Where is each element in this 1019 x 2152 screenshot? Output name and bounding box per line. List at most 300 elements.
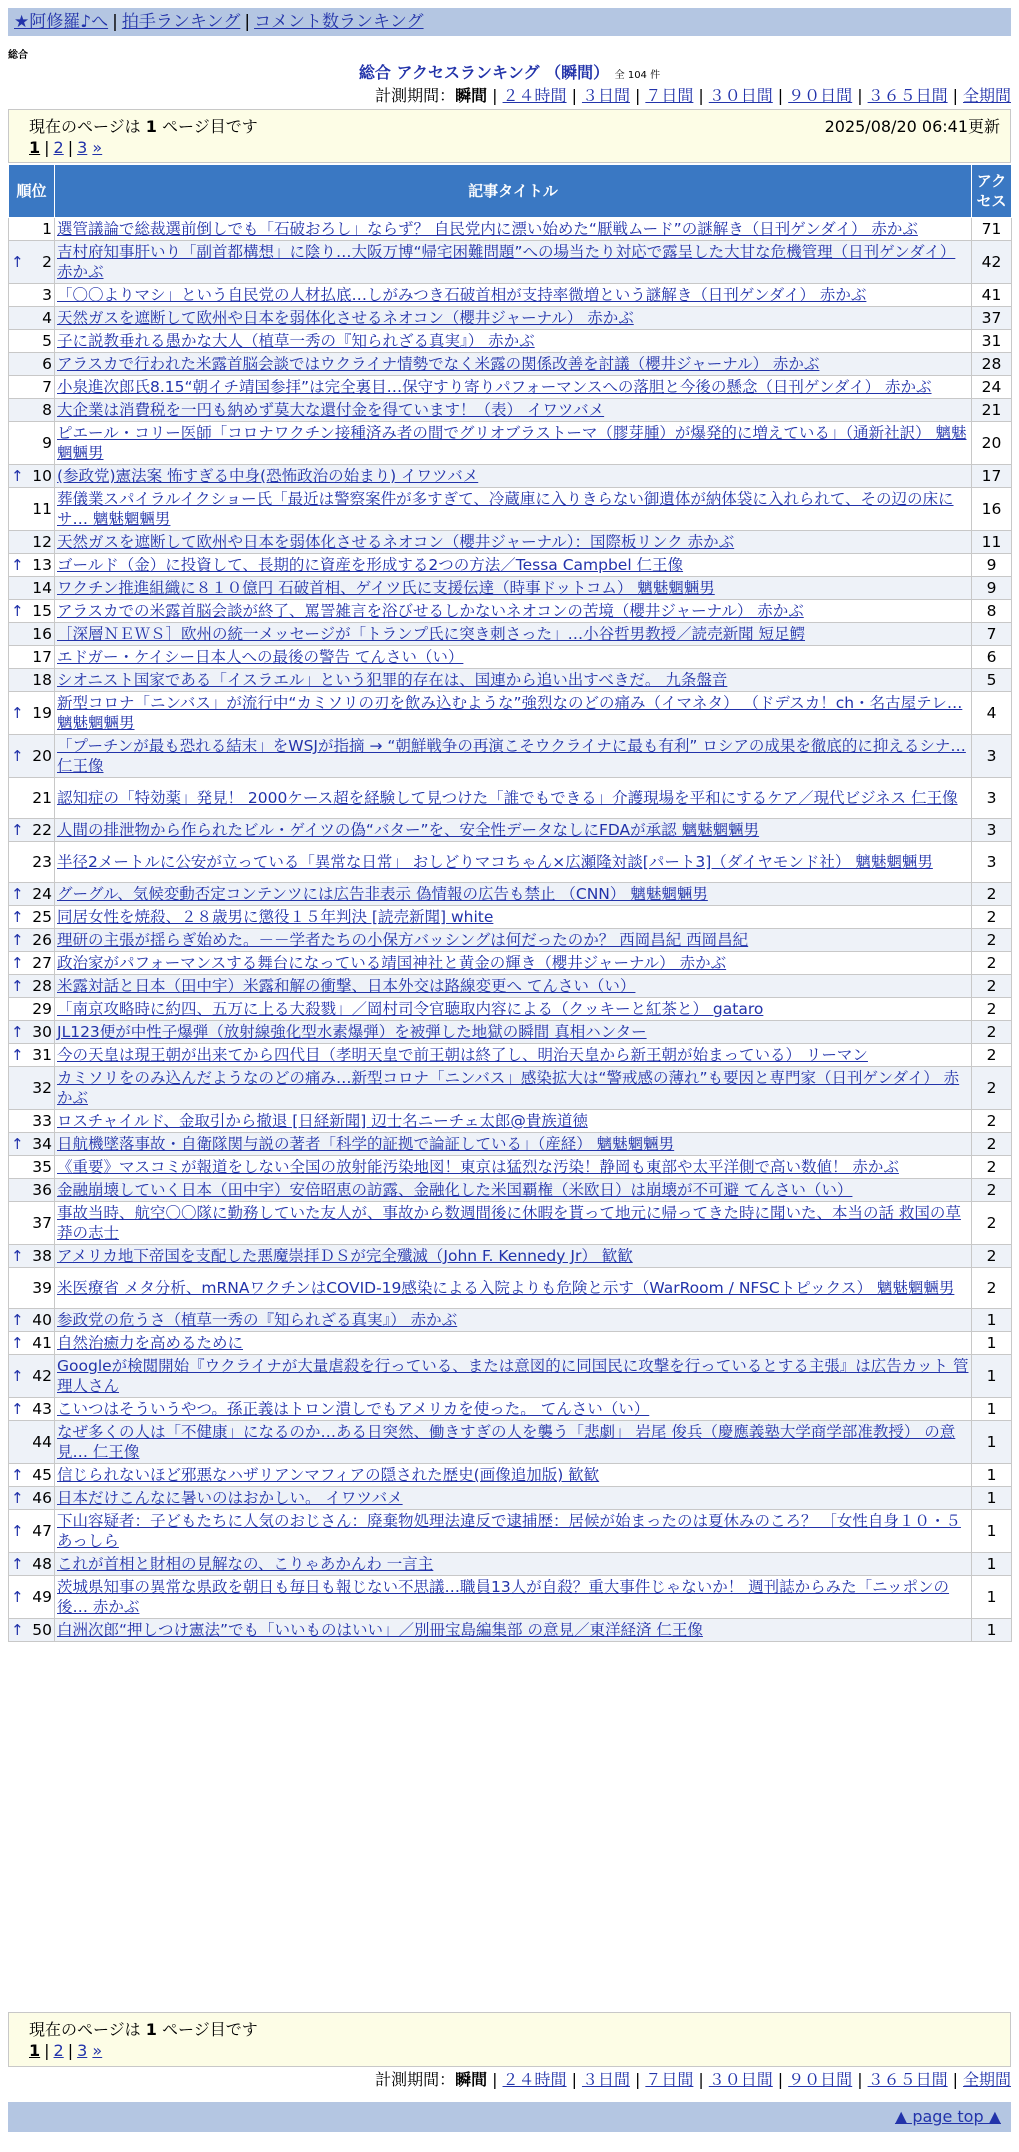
article-link[interactable]: ［深層ＮＥＷＳ］欧州の統一メッセージが「トランプ氏に突き刺さった」…小谷哲男教授／読売新聞 短足鰐 [57,625,806,643]
article-link[interactable]: 日航機墜落事故・自衛隊関与説の著者「科学的証拠で論証している」（産経） 魑魅魍魎男 [57,1135,675,1153]
rank-number: 17 [32,648,52,666]
access-count: 42 [972,241,1012,284]
title-cell [55,330,972,353]
period-current: 瞬間 [455,2070,488,2089]
article-link[interactable]: 日本だけこんなに暑いのはおかしい。 イワツバメ [57,1489,403,1507]
article-link[interactable]: 茨城県知事の異常な県政を朝日も毎日も報じない不思議…職員13人が自殺？重大事件じゃないか！ 週刊誌からみた「ニッポンの後… 赤かぶ [57,1578,950,1616]
table-row [9,600,1012,623]
separator: | [698,2070,704,2089]
up-arrow-icon: ↑ [11,1135,24,1153]
rank-cell [9,1355,55,1398]
table-row [9,819,1012,842]
rank-cell [9,284,55,307]
access-count: 2 [972,975,1012,998]
table-row [9,241,1012,284]
page-link[interactable]: 3 [77,138,88,157]
title-cell [55,952,972,975]
separator: | [44,2041,50,2060]
table-row [9,1576,1012,1619]
title-cell [55,1309,972,1332]
rank-number: 36 [32,1181,52,1199]
title-cell [55,1021,972,1044]
rank-cell [9,1044,55,1067]
article-link[interactable]: 「南京攻略時に約四、五万に上る大殺戮」／岡村司令官聴取内容による（クッキーと紅茶と） gataro [57,1000,764,1018]
access-count: 7 [972,623,1012,646]
title-cell [55,284,972,307]
period-option-link[interactable]: ３６５日間 [867,2070,948,2089]
rank-cell [9,1421,55,1464]
article-link[interactable]: ロスチャイルド、金取引から撤退 [日経新聞] 辺士名ニーチェ太郎@貴族道徳 [57,1112,588,1130]
title-cell [55,1332,972,1355]
article-link[interactable]: ゴールド（金）に投資して、長期的に資産を形成する2つの方法／Tessa Campbel 仁王像 [57,556,684,574]
title-cell [55,1355,972,1398]
title-cell [55,531,972,554]
rank-number: 45 [32,1466,52,1484]
access-count: 24 [972,376,1012,399]
title-cell [55,307,972,330]
rank-cell [9,1309,55,1332]
title-cell [55,554,972,577]
rank-cell [9,1156,55,1179]
rank-cell [9,929,55,952]
title-cell [55,1510,972,1553]
access-count: 2 [972,1110,1012,1133]
article-link[interactable]: 天然ガスを遮断して欧州や日本を弱体化させるネオコン（櫻井ジャーナル） 赤かぶ [57,309,634,327]
access-count: 17 [972,465,1012,488]
title-cell [55,1067,972,1110]
separator: | [492,2070,498,2089]
article-link[interactable]: 信じられないほど邪悪なハザリアンマフィアの隠された歴史(画像追加版) 歓歓 [57,1466,600,1484]
current-page-text: 現在のページは 1 ページ目です [29,117,258,136]
rank-number: 3 [42,286,52,304]
up-arrow-icon: ↑ [11,556,24,574]
rank-number: 20 [32,747,52,765]
up-arrow-icon: ↑ [11,602,24,620]
rank-number: 1 [42,220,52,238]
article-link[interactable]: 下山容疑者：子どもたちに人気のおじさん：廃棄物処理法違反で逮捕歴：居候が始まったのは夏休みのころ？ ［女性自身１０・５ あっしら [57,1512,961,1550]
period-current: 瞬間 [455,86,488,105]
rank-cell [9,842,55,883]
page-title: 総合 アクセスランキング （瞬間） [358,63,610,82]
title-cell [55,1044,972,1067]
page-current: 1 [29,138,41,157]
period-option-link[interactable]: 全期間 [962,2070,1011,2089]
table-row [9,975,1012,998]
title-cell [55,735,972,778]
rank-cell [9,422,55,465]
title-cell [55,1421,972,1464]
rank-cell [9,778,55,819]
article-link[interactable]: 同居女性を焼殺、２８歳男に懲役１５年判決 [読売新聞] white [57,908,494,926]
table-row [9,1619,1012,1642]
rank-number: 16 [32,625,52,643]
rank-number: 34 [32,1135,52,1153]
article-link[interactable]: 政治家がパフォーマンスする舞台になっている靖国神社と黄金の輝き（櫻井ジャーナル） 赤かぶ [57,954,727,972]
title-cell [55,465,972,488]
rank-number: 30 [32,1023,52,1041]
separator: | [698,86,704,105]
table-row [9,1021,1012,1044]
next-page-link[interactable]: » [92,138,103,157]
rank-cell [9,1133,55,1156]
period-label: 計測期間： [375,86,456,105]
access-count: 2 [972,1133,1012,1156]
rank-cell [9,1268,55,1309]
table-row [9,883,1012,906]
title-cell [55,1553,972,1576]
access-count: 71 [972,218,1012,241]
rank-number: 2 [42,253,52,271]
up-arrow-icon: ↑ [11,747,24,765]
title-cell [55,1398,972,1421]
article-link[interactable]: 「プーチンが最も恐れる結末」をWSJが指摘 → “朝鮮戦争の再演こそウクライナに最も有利” ロシアの成果を徹底的に抑えるシナ… 仁王像 [57,737,966,775]
table-row [9,998,1012,1021]
access-count: 28 [972,353,1012,376]
up-arrow-icon: ↑ [11,908,24,926]
rank-number: 24 [32,885,52,903]
title-cell [55,488,972,531]
separator: | [112,12,118,32]
rank-number: 35 [32,1158,52,1176]
title-cell [55,1156,972,1179]
page-current: 1 [29,2041,41,2060]
table-row [9,353,1012,376]
separator: | [67,2041,74,2060]
rank-cell [9,554,55,577]
table-row [9,1044,1012,1067]
article-link[interactable]: 今の天皇は現王朝が出来てから四代目（孝明天皇で前王朝は終了し、明治天皇から新王朝が始まっている） リーマン [57,1046,868,1064]
access-count: 4 [972,692,1012,735]
article-link[interactable]: 大企業は消費税を一円も納めず莫大な還付金を得ています！（表） イワツバメ [57,401,605,419]
access-count: 3 [972,842,1012,883]
page-link[interactable]: 2 [53,138,64,157]
rank-number: 38 [32,1247,52,1265]
up-arrow-icon: ↑ [11,1621,24,1639]
table-row [9,1268,1012,1309]
table-row [9,284,1012,307]
period-label: 計測期間： [375,2070,456,2089]
article-link[interactable]: 天然ガスを遮断して欧州や日本を弱体化させるネオコン（櫻井ジャーナル）：国際板リンク 赤かぶ [57,533,735,551]
rank-cell [9,906,55,929]
access-count: 2 [972,906,1012,929]
title-cell [55,353,972,376]
rank-number: 47 [32,1522,52,1540]
rank-cell [9,1179,55,1202]
rank-cell [9,330,55,353]
rank-cell [9,531,55,554]
article-link[interactable]: アメリカ地下帝国を支配した悪魔崇拝ＤＳが完全殲滅（John F. Kennedy Jr） 歓歓 [57,1247,633,1265]
access-count: 6 [972,646,1012,669]
table-row [9,1202,1012,1245]
rank-cell [9,1576,55,1619]
rank-number: 12 [32,533,52,551]
separator: | [857,2070,863,2089]
period-option-link[interactable]: 全期間 [962,86,1011,105]
title-cell [55,218,972,241]
title-cell [55,1619,972,1642]
up-arrow-icon: ↑ [11,1489,24,1507]
access-count: 2 [972,1202,1012,1245]
article-link[interactable]: 選管議論で総裁選前倒しでも「石破おろし」ならず？ 自民党内に漂い始めた“厭戦ムード”の謎解き（日刊ゲンダイ） 赤かぶ [57,220,918,238]
separator: | [777,2070,784,2089]
article-link[interactable]: アラスカでの米露首脳会談が終了、罵詈雑言を浴びせるしかないネオコンの苦境（櫻井ジャーナル） 赤かぶ [57,602,804,620]
rank-cell [9,241,55,284]
article-link[interactable]: なぜ多くの人は「不健康」になるのか…ある日突然、働きすぎの人を襲う「悲劇」 岩尾 俊兵（慶應義塾大学商学部准教授） の意見… 仁王像 [57,1423,956,1461]
article-link[interactable]: エドガー・ケイシー日本人への最後の警告 てんさい（い） [57,648,464,666]
period-option-link[interactable]: ３０日間 [708,86,773,105]
title-cell [55,692,972,735]
table-row [9,1133,1012,1156]
table-row [9,1156,1012,1179]
table-row [9,1355,1012,1398]
home-link[interactable]: ★阿修羅♪へ [14,12,109,32]
article-link[interactable]: カミソリをのみ込んだようなのどの痛み…新型コロナ「ニンバス」感染拡大は“警戒感の薄れ”も要因と専門家（日刊ゲンダイ） 赤かぶ [57,1069,960,1107]
access-count: 2 [972,1044,1012,1067]
article-link[interactable]: JL123便が中性子爆弾（放射線強化型水素爆弾）を被弾した地獄の瞬間 真相ハンター [57,1023,647,1041]
rank-cell [9,692,55,735]
title-cell [55,376,972,399]
up-arrow-icon: ↑ [11,467,24,485]
period-option-link[interactable]: ３０日間 [708,2070,773,2089]
article-link[interactable]: 白洲次郎“押しつけ憲法”でも「いいものはいい」／別冊宝島編集部 の意見／東洋経済 仁王像 [57,1621,703,1639]
table-row [9,307,1012,330]
rank-cell [9,600,55,623]
separator: | [952,2070,958,2089]
article-link[interactable]: Googleが検閲開始『ウクライナが大量虐殺を行っている、または意図的に同国民に攻撃を行っているとする主張』は広告カット 管理人さん [57,1357,969,1395]
rank-cell [9,952,55,975]
article-link[interactable]: グーグル、気候変動否定コンテンツには広告非表示 偽情報の広告も禁止 （CNN） 魑魅魍魎男 [57,885,708,903]
access-count: 1 [972,1309,1012,1332]
rank-number: 48 [32,1555,52,1573]
title-cell [55,1576,972,1619]
title-cell [55,842,972,883]
access-count: 9 [972,577,1012,600]
title-cell [55,1245,972,1268]
access-count: 1 [972,1510,1012,1553]
title-cell [55,241,972,284]
up-arrow-icon: ↑ [11,885,24,903]
title-cell [55,906,972,929]
item-count: 全 104 件 [614,70,661,81]
rank-cell [9,1464,55,1487]
title-cell [55,623,972,646]
article-link[interactable]: 葬儀業スパイラルイクショー氏「最近は警察案件が多すぎて、冷蔵庫に入りきらない御遺体が納体袋に入れられて、その辺の床にサ… 魑魅魍魎男 [57,490,954,528]
article-link[interactable]: 子に説教垂れる愚かな大人（植草一秀の『知られざる真実』） 赤かぶ [57,332,535,350]
article-link[interactable]: これが首相と財相の見解なの、こりゃあかんわ 一言主 [57,1555,434,1573]
period-option-link[interactable]: ３日間 [581,86,630,105]
rank-number: 46 [32,1489,52,1507]
access-count: 2 [972,952,1012,975]
title-cell [55,1202,972,1245]
rank-number: 42 [32,1367,52,1385]
article-link[interactable]: 米露対話と日本（田中宇）米露和解の衝撃、日本外交は路線変更へ てんさい（い） [57,977,636,995]
article-link[interactable]: こいつはそういうやつ。孫正義はトロン潰しでもアメリカを使った。 てんさい（い） [57,1400,650,1418]
title-cell [55,669,972,692]
rank-number: 9 [42,434,52,452]
rank-number: 33 [32,1112,52,1130]
title-header: 記事タイトル [55,165,972,218]
title-cell [55,1110,972,1133]
table-row [9,465,1012,488]
table-row [9,218,1012,241]
table-row [9,952,1012,975]
title-cell [55,1133,972,1156]
article-link[interactable]: 《重要》マスコミが報道をしない全国の放射能汚染地図！東京は猛烈な汚染！静岡も東部や太平洋側で高い数値！ 赤かぶ [57,1158,899,1176]
article-link[interactable]: 参政党の危うさ（植草一秀の『知られざる真実』） 赤かぶ [57,1311,458,1329]
article-link[interactable]: 事故当時、航空〇〇隊に勤務していた友人が、事故から数週間後に休暇を貰って地元に帰ってきた時に聞いた、本当の話 救国の草莽の志士 [57,1204,961,1242]
table-row [9,1421,1012,1464]
up-arrow-icon: ↑ [11,1588,24,1606]
access-count: 1 [972,1576,1012,1619]
article-link[interactable]: 小泉進次郎氏8.15“朝イチ靖国参拝”は完全裏目…保守すり寄りパフォーマンスへの落胆と今後の懸念（日刊ゲンダイ） 赤かぶ [57,378,932,396]
article-link[interactable]: シオニスト国家である「イスラエル」という犯罪的存在は、国連から追い出すべきだ。 九条盤音 [57,671,728,689]
access-count: 5 [972,669,1012,692]
up-arrow-icon: ↑ [11,1400,24,1418]
period-option-link[interactable]: ３６５日間 [867,86,948,105]
article-link[interactable]: 自然治癒力を高めるために [57,1334,244,1352]
period-option-link[interactable]: ７日間 [645,86,694,105]
rank-number: 13 [32,556,52,574]
table-row [9,1110,1012,1133]
rank-number: 32 [32,1079,52,1097]
page-link[interactable]: 3 [77,2041,88,2060]
table-row [9,646,1012,669]
article-link[interactable]: (参政党)憲法案 怖すぎる中身(恐怖政治の始まり) イワツバメ [57,467,479,485]
rank-cell [9,819,55,842]
access-count: 2 [972,1156,1012,1179]
rank-number: 21 [32,789,52,807]
access-count: 2 [972,883,1012,906]
title-cell [55,1179,972,1202]
access-count: 11 [972,531,1012,554]
up-arrow-icon: ↑ [11,931,24,949]
rank-cell [9,1202,55,1245]
table-row [9,330,1012,353]
access-count: 9 [972,554,1012,577]
page-top-link[interactable]: ▲ page top ▲ [894,2107,1001,2126]
table-row [9,778,1012,819]
article-link[interactable]: 人間の排泄物から作られたビル・ゲイツの偽“バター”を、安全性データなしにFDAが承認 魑魅魍魎男 [57,821,760,839]
title-cell [55,646,972,669]
access-count: 2 [972,1268,1012,1309]
table-row [9,1332,1012,1355]
section-label: 総合 [8,50,28,61]
access-count: 2 [972,1179,1012,1202]
separator: | [244,12,251,32]
up-arrow-icon: ↑ [11,1367,24,1385]
title-cell [55,600,972,623]
rank-cell [9,1553,55,1576]
rank-cell [9,1487,55,1510]
title-cell [55,1487,972,1510]
rank-number: 26 [32,931,52,949]
article-link[interactable]: 金融崩壊していく日本（田中宇）安倍昭恵の訪露、金融化した米国覇権（米欧日）は崩壊が不可避 てんさい（い） [57,1181,853,1199]
page-link[interactable]: 2 [53,2041,64,2060]
access-count: 1 [972,1332,1012,1355]
article-link[interactable]: 米医療省 メタ分析、mRNAワクチンはCOVID-19感染による入院よりも危険と示す（WarRoom / NFSCトピックス） 魑魅魍魎男 [57,1279,955,1297]
title-cell [55,1464,972,1487]
rank-number: 18 [32,671,52,689]
rank-number: 6 [42,355,52,373]
title-cell [55,422,972,465]
period-option-link[interactable]: ７日間 [645,2070,694,2089]
title-cell [55,975,972,998]
title-cell [55,577,972,600]
rank-number: 19 [32,704,52,722]
table-row [9,399,1012,422]
access-count: 2 [972,1245,1012,1268]
up-arrow-icon: ↑ [11,1334,24,1352]
clap-ranking-link[interactable]: 拍手ランキング [121,12,241,32]
table-row [9,669,1012,692]
rank-cell [9,883,55,906]
access-count: 21 [972,399,1012,422]
article-link[interactable]: ワクチン推進組織に８１０億円 石破首相、ゲイツ氏に支援伝達（時事ドットコム） 魑魅魍魎男 [57,579,715,597]
table-row [9,1245,1012,1268]
rank-number: 43 [32,1400,52,1418]
rank-cell [9,353,55,376]
rank-number: 29 [32,1000,52,1018]
access-count: 37 [972,307,1012,330]
table-row [9,1553,1012,1576]
page-info-top [8,109,1011,163]
period-option-link[interactable]: ９０日間 [788,2070,853,2089]
next-page-link[interactable]: » [92,2041,103,2060]
rank-cell [9,465,55,488]
up-arrow-icon: ↑ [11,1247,24,1265]
rank-cell [9,998,55,1021]
period-option-link[interactable]: ３日間 [581,2070,630,2089]
period-option-link[interactable]: ２４時間 [502,2070,567,2089]
table-row [9,906,1012,929]
table-row [9,623,1012,646]
rank-cell [9,1110,55,1133]
table-row [9,735,1012,778]
rank-cell [9,376,55,399]
article-link[interactable]: 理研の主張が揺らぎ始めた。－－学者たちの小保方バッシングは何だったのか？ 西岡昌紀 西岡昌紀 [57,931,749,949]
up-arrow-icon: ↑ [11,1046,24,1064]
period-option-link[interactable]: ２４時間 [502,86,567,105]
separator: | [634,2070,641,2089]
rank-header: 順位 [9,165,55,218]
rank-cell [9,577,55,600]
access-count: 2 [972,1067,1012,1110]
rank-number: 37 [32,1214,52,1232]
table-row [9,531,1012,554]
period-selector [375,2070,1011,2090]
rank-number: 40 [32,1311,52,1329]
period-option-link[interactable]: ９０日間 [788,86,853,105]
rank-cell [9,488,55,531]
article-link[interactable]: 半径2メートルに公安が立っている「異常な日常」 おしどりマコちゃん×広瀬隆対談[パート3]（ダイヤモンド社） 魑魅魍魎男 [57,853,933,871]
rank-cell [9,1021,55,1044]
rank-number: 11 [32,500,52,518]
up-arrow-icon: ↑ [11,1466,24,1484]
access-count: 3 [972,778,1012,819]
separator: | [67,138,74,157]
article-link[interactable]: アラスカで行われた米露首脳会談ではウクライナ情勢でなく米露の関係改善を討議（櫻井ジャーナル） 赤かぶ [57,355,820,373]
article-link[interactable]: 認知症の「特効薬」発見！ 2000ケース超を経験して見つけた「誰でもできる」介護現場を平和にするケア／現代ビジネス 仁王像 [57,789,958,807]
article-link[interactable]: ピエール・コリー医師「コロナワクチン接種済み者の間でグリオブラストーマ（膠芽腫）が爆発的に増えている」（通新社訳） 魑魅魍魎男 [57,424,967,462]
page-info-bottom [8,2012,1011,2067]
rank-number: 31 [32,1046,52,1064]
article-link[interactable]: 新型コロナ「ニンバス」が流行中“カミソリの刃を飲み込むような”強烈なのどの痛み（イマネタ） （ドデスカ！ch・名古屋テレ… 魑魅魍魎男 [57,694,963,732]
rank-number: 15 [32,602,52,620]
comment-ranking-link[interactable]: コメント数ランキング [254,12,424,32]
article-link[interactable]: 吉村府知事肝いり「副首都構想」に陰り…大阪万博“帰宅困難問題”への場当たり対応で露呈した大甘な危機管理（日刊ゲンダイ） 赤かぶ [57,243,956,281]
table-row [9,1487,1012,1510]
article-link[interactable]: 「〇〇よりマシ」という自民党の人材払底…しがみつき石破首相が支持率微増という謎解き（日刊ゲンダイ） 赤かぶ [57,286,867,304]
